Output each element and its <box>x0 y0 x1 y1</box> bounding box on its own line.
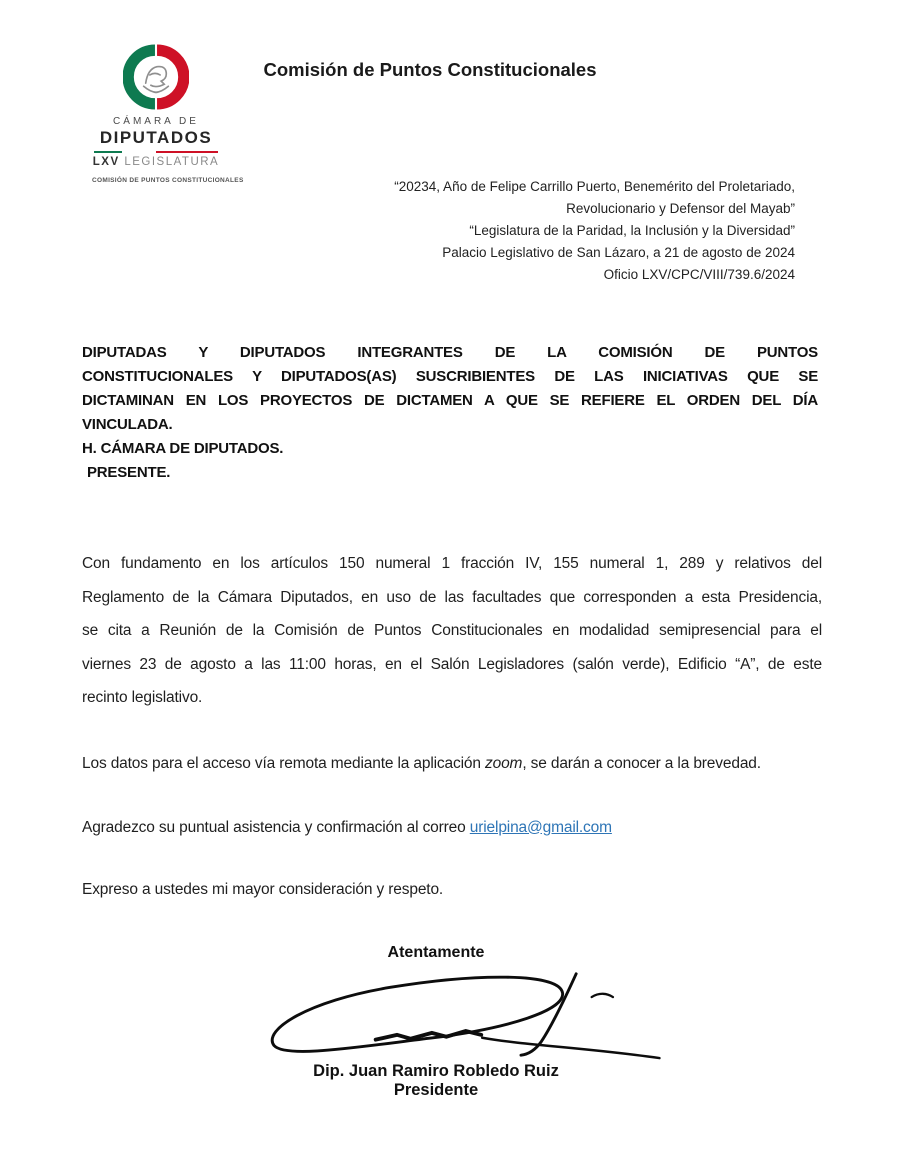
legislature-line <box>92 151 220 168</box>
paragraph-text: Los datos para el acceso vía remota mediante la aplicación <box>82 754 485 772</box>
signer-role: Presidente <box>393 1081 479 1099</box>
email-link[interactable]: urielpina@gmail.com <box>469 818 612 836</box>
paragraph-remote-access <box>82 753 822 775</box>
paragraph-line: Con fundamento en los artículos 150 numeral 1 fracción IV, 155 numeral 1, 289 y relativos del <box>82 555 822 572</box>
paragraph-convocation <box>82 547 822 715</box>
recipient-presente-line: PRESENTE. <box>87 464 171 481</box>
logo-org-line1: CÁMARA DE <box>113 116 199 127</box>
paragraph-line: Reglamento de la Cámara Diputados, en uso de las facultades que corresponden a esta Presidencia, <box>82 588 822 606</box>
logo-org-line2: DIPUTADOS <box>99 128 213 147</box>
dateline: Palacio Legislativo de San Lázaro, a 21 de agosto de 2024 <box>442 245 795 260</box>
recipient-line: VINCULADA. <box>82 416 173 433</box>
signer-name: Dip. Juan Ramiro Robledo Ruiz <box>313 1062 559 1080</box>
mexican-coat-of-arms-icon <box>123 44 189 110</box>
recipient-line: DICTAMINAN EN LOS PROYECTOS DE DICTAMEN A QUE SE REFIERE EL ORDEN DEL DÍA <box>82 392 818 409</box>
paragraph-text: Agradezco su puntual asistencia y confirmación al correo <box>82 818 470 836</box>
committee-caption: COMISIÓN DE PUNTOS CONSTITUCIONALES <box>92 177 244 184</box>
salutation: Atentamente <box>387 944 485 961</box>
recipient-line: DIPUTADAS Y DIPUTADOS INTEGRANTES DE LA COMISIÓN DE PUNTOS <box>82 344 818 361</box>
recipient-chamber-line: H. CÁMARA DE DIPUTADOS. <box>82 440 284 457</box>
page-title: Comisión de Puntos Constitucionales <box>263 59 597 81</box>
paragraph-line: recinto legislativo. <box>82 689 203 706</box>
motto-line-1: “20234, Año de Felipe Carrillo Puerto, Benemérito del Proletariado, <box>394 179 795 194</box>
reference-block <box>394 176 795 286</box>
paragraph-confirmation <box>82 817 822 839</box>
camara-diputados-logo <box>92 44 244 184</box>
recipient-line: CONSTITUCIONALES Y DIPUTADOS(AS) SUSCRIBIENTES DE LAS INICIATIVAS QUE SE <box>82 368 818 385</box>
handwritten-signature-icon <box>248 968 668 1060</box>
motto-line-2: Revolucionario y Defensor del Mayab” <box>566 201 795 216</box>
paragraph-line: se cita a Reunión de la Comisión de Puntos Constitucionales en modalidad semipresencial para el <box>82 622 822 639</box>
zoom-app-name: zoom <box>485 754 523 772</box>
letter-body <box>82 547 822 901</box>
closing-block <box>16 944 856 1100</box>
paragraph-line: viernes 23 de agosto a las 11:00 horas, en el Salón Legisladores (salón verde), Edificio “A”, de este <box>82 655 822 673</box>
motto-line-3: “Legislatura de la Paridad, la Inclusión y la Diversidad” <box>469 223 795 238</box>
legislature-roman: LXV <box>92 156 120 168</box>
legislature-word: LEGISLATURA <box>124 156 220 168</box>
recipient-block <box>82 341 818 485</box>
paragraph-text: , se darán a conocer a la brevedad. <box>522 754 761 772</box>
paragraph-regards: Expreso a ustedes mi mayor consideración y respeto. <box>82 880 444 898</box>
oficio-number: Oficio LXV/CPC/VIII/739.6/2024 <box>603 267 795 282</box>
